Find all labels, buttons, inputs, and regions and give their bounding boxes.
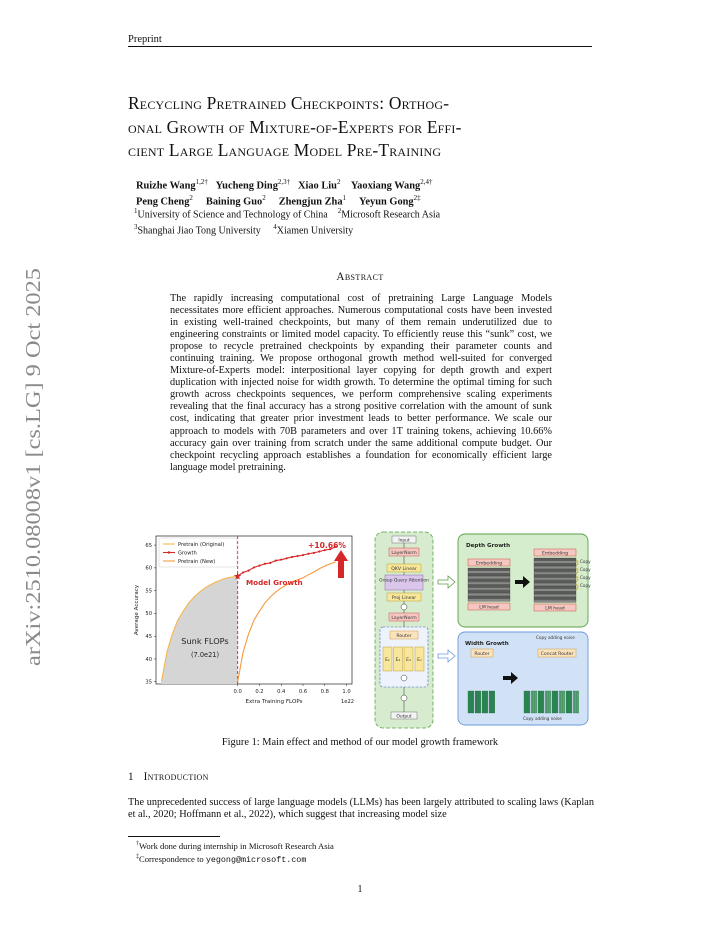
expert-column	[540, 691, 542, 713]
transformer-layer	[534, 569, 576, 571]
expert-column	[563, 691, 565, 713]
growth-point	[258, 565, 260, 567]
affiliation-mark: 2	[337, 207, 342, 215]
expert-column	[549, 691, 551, 713]
transformer-layer	[534, 578, 576, 580]
depth-copy-label: Copy	[580, 583, 591, 588]
sunk-flops-label: Sunk FLOPs	[181, 636, 229, 646]
x-tick-label: 0.4	[277, 689, 286, 695]
expert-column	[472, 691, 474, 713]
width-concat-router-label: Concat Router	[540, 651, 574, 657]
x-axis-label: Extra Training FLOPs	[245, 699, 303, 705]
footnote-text: Correspondence to	[139, 853, 204, 864]
transformer-layer	[534, 600, 576, 602]
author-name: Zhengjun Zha	[278, 196, 343, 208]
x-axis-multiplier: 1e22	[341, 699, 355, 705]
affiliation-row	[134, 221, 594, 237]
y-tick-label: 55	[145, 588, 152, 595]
width-panel-title: Width Growth	[465, 641, 509, 647]
transformer-layer	[468, 571, 510, 573]
expert-column	[556, 691, 558, 713]
block-layernorm-1-label: LayerNorm	[391, 550, 417, 556]
expert-column	[561, 691, 563, 713]
growth-point	[302, 554, 304, 556]
expert-column	[566, 691, 568, 713]
growth-point	[280, 559, 282, 561]
figure-caption: Figure 1: Main effect and method of our model growth framework	[221, 737, 499, 748]
title-line: onal Growth of Mixture-of-Experts for Effi-	[128, 116, 462, 137]
expert-column	[531, 691, 533, 713]
author-row	[136, 176, 596, 192]
transformer-layer	[534, 589, 576, 591]
block-layernorm-2-label: LayerNorm	[391, 615, 417, 621]
author-name: Peng Cheng	[136, 196, 190, 208]
affiliations	[134, 205, 594, 238]
x-tick-label: 0.0	[233, 689, 242, 695]
affiliation-name: Xiamen University	[276, 225, 354, 237]
abstract-heading: Abstract	[336, 271, 384, 283]
transformer-layer	[468, 585, 510, 587]
expert-column	[486, 691, 488, 713]
y-tick-label: 65	[145, 542, 152, 549]
x-tick-label: 0.2	[255, 689, 264, 695]
growth-point	[307, 553, 309, 555]
author-mark: 2	[189, 194, 193, 203]
title-line: cient Large Language Model Pre-Training	[128, 140, 442, 160]
transformer-layer	[468, 590, 510, 592]
footnote-mark: ‡	[136, 853, 139, 860]
growth-point-label: Model Growth	[246, 578, 303, 587]
footnote-rule	[128, 836, 220, 837]
section-number: 1	[128, 771, 134, 783]
block-proj-label: Proj Linear	[391, 595, 417, 601]
block-router-label: Router	[396, 633, 412, 639]
footnotes	[136, 839, 334, 866]
growth-point	[242, 571, 244, 573]
arrow-to-depth-icon	[438, 576, 455, 588]
affiliation-name: Microsoft Research Asia	[341, 209, 441, 221]
author-name: Yaoxiang Wang	[350, 180, 421, 192]
expert-column	[489, 691, 491, 713]
expert-column	[552, 691, 554, 713]
block-input-label: Input	[398, 538, 410, 544]
x-axis-ticks	[234, 684, 351, 695]
expert-column	[577, 691, 579, 713]
width-noise-top-label: Copy adding noise	[536, 635, 575, 640]
transformer-layer	[468, 574, 510, 576]
running-head: Preprint	[128, 34, 162, 45]
block-gqa-label	[379, 578, 429, 584]
expert-column	[545, 691, 547, 713]
transformer-layer	[468, 579, 510, 581]
title-line: Recycling Pretrained Checkpoints: Orthog-	[128, 93, 450, 113]
growth-point	[313, 552, 315, 554]
growth-point-star: ★	[233, 571, 243, 583]
arxiv-stamp[interactable]	[6, 266, 52, 666]
expert-column	[484, 691, 486, 713]
section-title: Introduction	[143, 771, 209, 783]
expert-column	[554, 691, 556, 713]
expert-column	[535, 691, 537, 713]
depth-after-lmhead-label: LM head	[545, 606, 565, 612]
footnote-mark: †	[136, 841, 139, 847]
transformer-layer	[534, 561, 576, 563]
y-tick-label: 45	[145, 633, 152, 640]
abstract-text: The rapidly increasing computational cost of pretraining Large Language Models necessitates more efficient approaches. Numerous computational costs have been invested in existing well-trained checkpoints, but many of them remain underutilized due to engineering constraints or limited model capacity. To efficiently reuse this “sunk” cost, we propose to recycle pretrained checkpoints by expanding their parameter counts and continuing training. We propose orthogonal growth method well-suited for converged Mixture-of-Experts model: interpositional layer copying for depth growth and expert duplication with injected noise for width growth. To determine the optimal timing for such growth across checkpoints sequences, we perform comprehensive scaling experiments revealing that the final accuracy has a strong positive correlation with the amount of sunk cost, indicating that greater prior investment leads to better performance. We scale our approach to models with 70B parameters and over 1T training tokens, achieving 10.66% accuracy gain over training from scratch under the same additional compute budget. Our checkpoint recycling approach establishes a foundation for economically efficient large language model pretraining.	[170, 293, 552, 473]
transformer-layer	[468, 582, 510, 584]
growth-point	[269, 562, 271, 564]
expert-column	[570, 691, 572, 713]
author-name: Xiao Liu	[297, 180, 337, 192]
expert-column	[542, 691, 544, 713]
moe-architecture	[375, 532, 433, 728]
growth-point	[253, 566, 255, 568]
expert-label-1: E₁	[385, 658, 390, 663]
expert-column	[533, 691, 535, 713]
expert-column	[524, 691, 526, 713]
author-mark: 2,4†	[420, 178, 433, 186]
y-axis-label: Average Accuracy	[134, 584, 140, 636]
expert-label-2: E₂	[395, 658, 401, 663]
residual-add-icon-2	[401, 695, 407, 701]
expert-column	[477, 691, 479, 713]
x-tick-label: 0.8	[320, 689, 329, 695]
block-gqa-label-text: Group Query Attention	[379, 578, 429, 584]
width-before-router-label: Router	[474, 651, 490, 657]
expert-column	[528, 691, 530, 713]
author-list	[136, 176, 596, 209]
transformer-layer	[468, 576, 510, 578]
expert-column	[568, 691, 570, 713]
transformer-layer	[534, 594, 576, 596]
depth-before-embedding-label: Embedding	[475, 561, 503, 567]
transformer-layer	[534, 597, 576, 599]
transformer-layer	[534, 575, 576, 577]
legend-label-growth: Growth	[178, 550, 197, 557]
author-name: Yeyun Gong	[359, 196, 414, 208]
width-growth-panel	[458, 632, 588, 725]
author-mark: 2,3†	[277, 178, 291, 186]
legend-marker-growth	[168, 551, 170, 553]
expert-column	[526, 691, 528, 713]
gain-label: +10.66%	[308, 541, 346, 550]
expert-column	[575, 691, 577, 713]
expert-label-n: Eₙ	[417, 658, 422, 663]
transformer-layer	[534, 566, 576, 568]
transformer-layer	[534, 558, 576, 560]
transformer-layer	[534, 564, 576, 566]
depth-copy-label: Copy	[580, 575, 591, 580]
expert-column	[479, 691, 481, 713]
transformer-layer	[534, 592, 576, 594]
author-mark: 2	[262, 194, 266, 203]
depth-after-embedding-label: Embedding	[541, 551, 569, 557]
expert-column	[493, 691, 495, 713]
intro-text: The unprecedented success of large language models (LLMs) has been largely attributed to scaling laws (Kaplan et al., 2020; Hoffmann et al., 2022), which suggest that increasing model size	[128, 797, 594, 821]
growth-point	[296, 555, 298, 557]
affiliation-row	[134, 205, 594, 221]
growth-point	[291, 556, 293, 558]
growth-point	[318, 550, 320, 552]
growth-point	[247, 570, 249, 572]
legend-label-original: Pretrain (Original)	[178, 542, 225, 548]
y-axis-ticks	[145, 543, 156, 686]
depth-before-lmhead-label: LM head	[479, 605, 499, 611]
arxiv-stamp-text: arXiv:2510.08008v1 [cs.LG] 9 Oct 2025	[21, 323, 45, 666]
transformer-layer	[468, 599, 510, 601]
chart-legend	[159, 538, 237, 567]
moe-add-icon	[401, 675, 407, 681]
growth-point	[275, 559, 277, 561]
transformer-layer	[468, 593, 510, 595]
transformer-layer	[534, 580, 576, 582]
x-tick-label: 0.6	[298, 689, 308, 695]
affiliation-mark: 3	[134, 223, 138, 232]
expert-column	[468, 691, 470, 713]
y-tick-label: 60	[145, 565, 152, 572]
y-tick-label: 35	[145, 679, 152, 686]
author-mark: 1	[342, 194, 347, 203]
expert-column	[538, 691, 540, 713]
legend-label-new: Pretrain (New)	[178, 559, 216, 565]
transformer-layer	[468, 588, 510, 590]
gain-arrow-icon	[334, 550, 348, 578]
depth-copy-label: Copy	[580, 567, 591, 572]
footnote-text: Work done during internship in Microsoft Research Asia	[139, 840, 334, 851]
paper-title	[128, 92, 598, 163]
figure-1	[128, 528, 594, 733]
footnote	[136, 839, 334, 852]
author-name: Baining Guo	[205, 196, 263, 208]
expert-column	[470, 691, 472, 713]
depth-panel-title: Depth Growth	[466, 543, 511, 549]
affiliation-name: Shanghai Jiao Tong University	[137, 225, 261, 237]
transformer-layer	[534, 572, 576, 574]
author-name: Ruizhe Wang	[136, 180, 196, 192]
block-output-label: Output	[396, 714, 412, 720]
transformer-layer	[534, 583, 576, 585]
transformer-layer	[534, 586, 576, 588]
arrow-to-width-icon	[438, 650, 455, 662]
expert-column	[559, 691, 561, 713]
residual-add-icon	[401, 604, 407, 610]
expert-column	[491, 691, 493, 713]
accuracy-chart	[134, 536, 354, 705]
x-tick-label: 1.0	[342, 689, 351, 695]
growth-point	[264, 563, 266, 565]
author-name: Yucheng Ding	[215, 180, 278, 192]
affiliation-mark: 1	[134, 207, 138, 215]
footnote	[136, 852, 334, 866]
transformer-layer	[468, 568, 510, 570]
author-mark: 2	[336, 178, 341, 186]
sunk-flops-value: (7.0e21)	[190, 651, 220, 659]
expert-column	[482, 691, 484, 713]
growth-point	[286, 557, 288, 559]
depth-growth-panel	[458, 534, 591, 627]
section-heading	[128, 771, 209, 783]
expert-column	[547, 691, 549, 713]
author-mark: 1,2†	[195, 178, 208, 186]
correspondence-email[interactable]: yegong@microsoft.com	[205, 854, 307, 865]
affiliation-name: University of Science and Technology of China	[137, 209, 328, 221]
series-growth	[238, 547, 336, 576]
y-tick-label: 40	[145, 656, 152, 663]
expert-column	[573, 691, 575, 713]
affiliation-mark: 4	[273, 223, 277, 232]
expert-column	[475, 691, 477, 713]
block-qkv-label: QKV Linear	[391, 566, 417, 572]
transformer-layer	[468, 596, 510, 598]
header-rule	[128, 46, 592, 47]
page-number: 1	[357, 884, 363, 895]
expert-label-3: E₃	[406, 658, 411, 663]
y-tick-label: 50	[145, 611, 152, 618]
depth-copy-label: Copy	[580, 559, 591, 564]
width-noise-bottom-label: Copy adding noise	[523, 716, 562, 721]
author-mark: 2‡	[413, 194, 421, 203]
